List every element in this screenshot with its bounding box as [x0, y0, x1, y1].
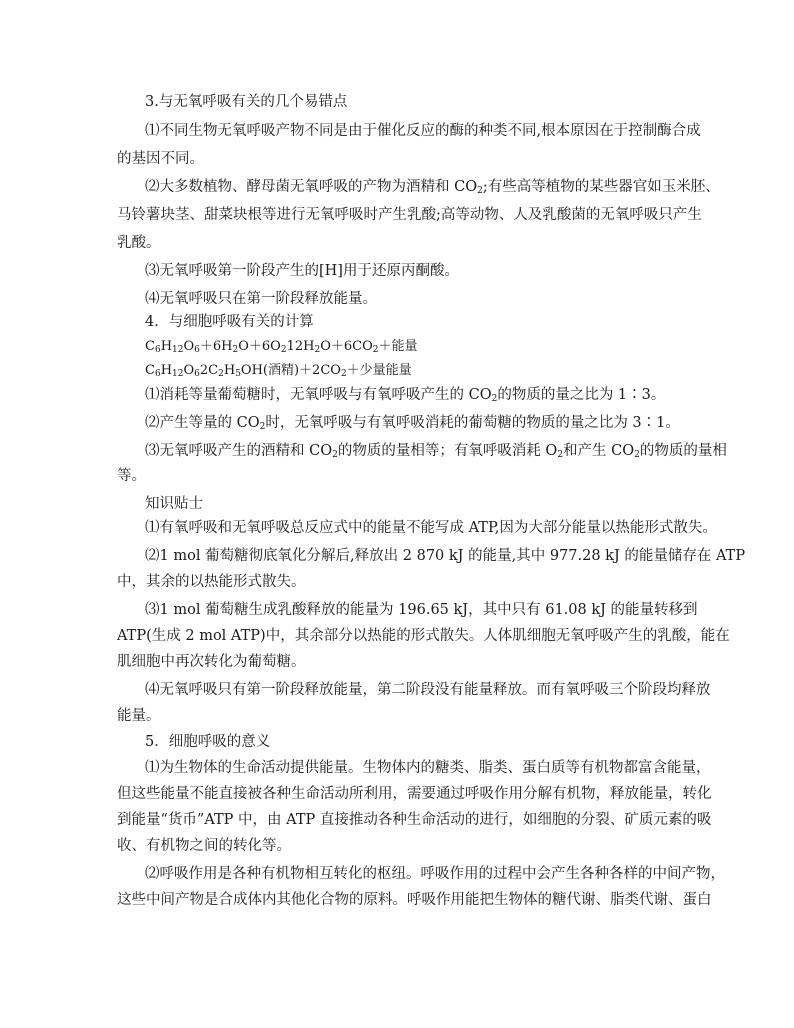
s3-p2-line2: 马铃薯块茎、甜菜块根等进行无氧呼吸时产生乳酸;高等动物、人及乳酸菌的无氧呼吸只产生: [117, 207, 702, 223]
s5-m1-line3: 到能量“货币”ATP 中，由 ATP 直接推动各种生命活动的进行，如细胞的分裂、矿质元素的吸: [117, 812, 712, 828]
tip-4-line1: ⑷无氧呼吸只有第一阶段释放能量，第二阶段没有能量释放。而有氧呼吸三个阶段均释放: [145, 682, 711, 698]
section-5-heading: 5．细胞呼吸的意义: [145, 734, 271, 750]
s3-p2-line3: 乳酸。: [117, 235, 161, 251]
section-4-heading: 4．与细胞呼吸有关的计算: [145, 314, 314, 330]
s3-p1-line2: 的基因不同。: [117, 151, 204, 167]
s5-m1-line2: 但这些能量不能直接被各种生命活动所利用，需要通过呼吸作用分解有机物，释放能量，转化: [117, 786, 712, 802]
s4-calc-3: ⑶无氧呼吸产生的酒精和 $CO_2$的物质的量相等；有氧呼吸消耗 $O_2$和产生 $CO_2$的物质的量相: [145, 443, 727, 460]
tips-heading: 知识贴士: [145, 496, 203, 512]
tip-3-line3: 肌细胞中再次转化为葡萄糖。: [117, 654, 306, 670]
tip-2-line2: 中，其余的以热能形式散失。: [117, 574, 306, 590]
s5-m1-line4: 收、有机物之间的转化等。: [117, 838, 291, 854]
s4-calc-2: ⑵产生等量的 $CO_2$时，无氧呼吸与有氧呼吸消耗的葡萄糖的物质的量之比为 3∶1。: [145, 415, 680, 432]
s3-p1-line1: ⑴不同生物无氧呼吸产物不同是由于催化反应的酶的种类不同,根本原因在于控制酶合成: [145, 123, 701, 139]
s3-p4: ⑷无氧呼吸只在第一阶段释放能量。: [145, 291, 377, 307]
s3-p2-line1: ⑵大多数植物、酵母菌无氧呼吸的产物为酒精和 $CO_2$;有些高等植物的某些器官如玉米胚、: [145, 179, 720, 196]
s3-p3: ⑶无氧呼吸第一阶段产生的[H]用于还原丙酮酸。: [145, 263, 459, 279]
s5-m2-line2: 这些中间产物是合成体内其他化合物的原料。呼吸作用能把生物体的糖代谢、脂类代谢、蛋白: [117, 892, 712, 908]
s5-m1-line1: ⑴为生物体的生命活动提供能量。生物体内的糖类、脂类、蛋白质等有机物都富含能量，: [145, 760, 711, 776]
s5-m2-line1: ⑵呼吸作用是各种有机物相互转化的枢纽。呼吸作用的过程中会产生各种各样的中间产物，: [145, 866, 725, 882]
tip-1: ⑴有氧呼吸和无氧呼吸总反应式中的能量不能写成 ATP,因为大部分能量以热能形式散失。: [145, 520, 717, 536]
tip-2-line1: ⑵1 mol 葡萄糖彻底氧化分解后,释放出 2 870 kJ 的能量,其中 977.28 kJ 的能量储存在 ATP: [145, 548, 746, 564]
tip-3-line1: ⑶1 mol 葡萄糖生成乳酸释放的能量为 196.65 kJ，其中只有 61.08 kJ 的能量转移到: [145, 602, 698, 618]
tip-4-line2: 能量。: [117, 708, 161, 724]
section-3-heading: 3.与无氧呼吸有关的几个易错点: [145, 94, 348, 110]
s4-calc-3-cont: 等。: [117, 468, 146, 484]
tip-3-line2: ATP(生成 2 mol ATP)中，其余部分以热能的形式散失。人体肌细胞无氧呼吸产生的乳酸，能在: [117, 628, 730, 644]
equation-anaerobic: $C_6H_{12}O_62C_2H_5OH$(酒精)$+2CO_2+$少量能量: [145, 363, 412, 379]
s4-calc-1: ⑴消耗等量葡萄糖时，无氧呼吸与有氧呼吸产生的 $CO_2$的物质的量之比为 1∶3。: [145, 387, 666, 404]
equation-aerobic: $C_6H_{12}O_6+6H_2O+6O_212H_2O+6CO_2+$能量: [145, 339, 418, 355]
